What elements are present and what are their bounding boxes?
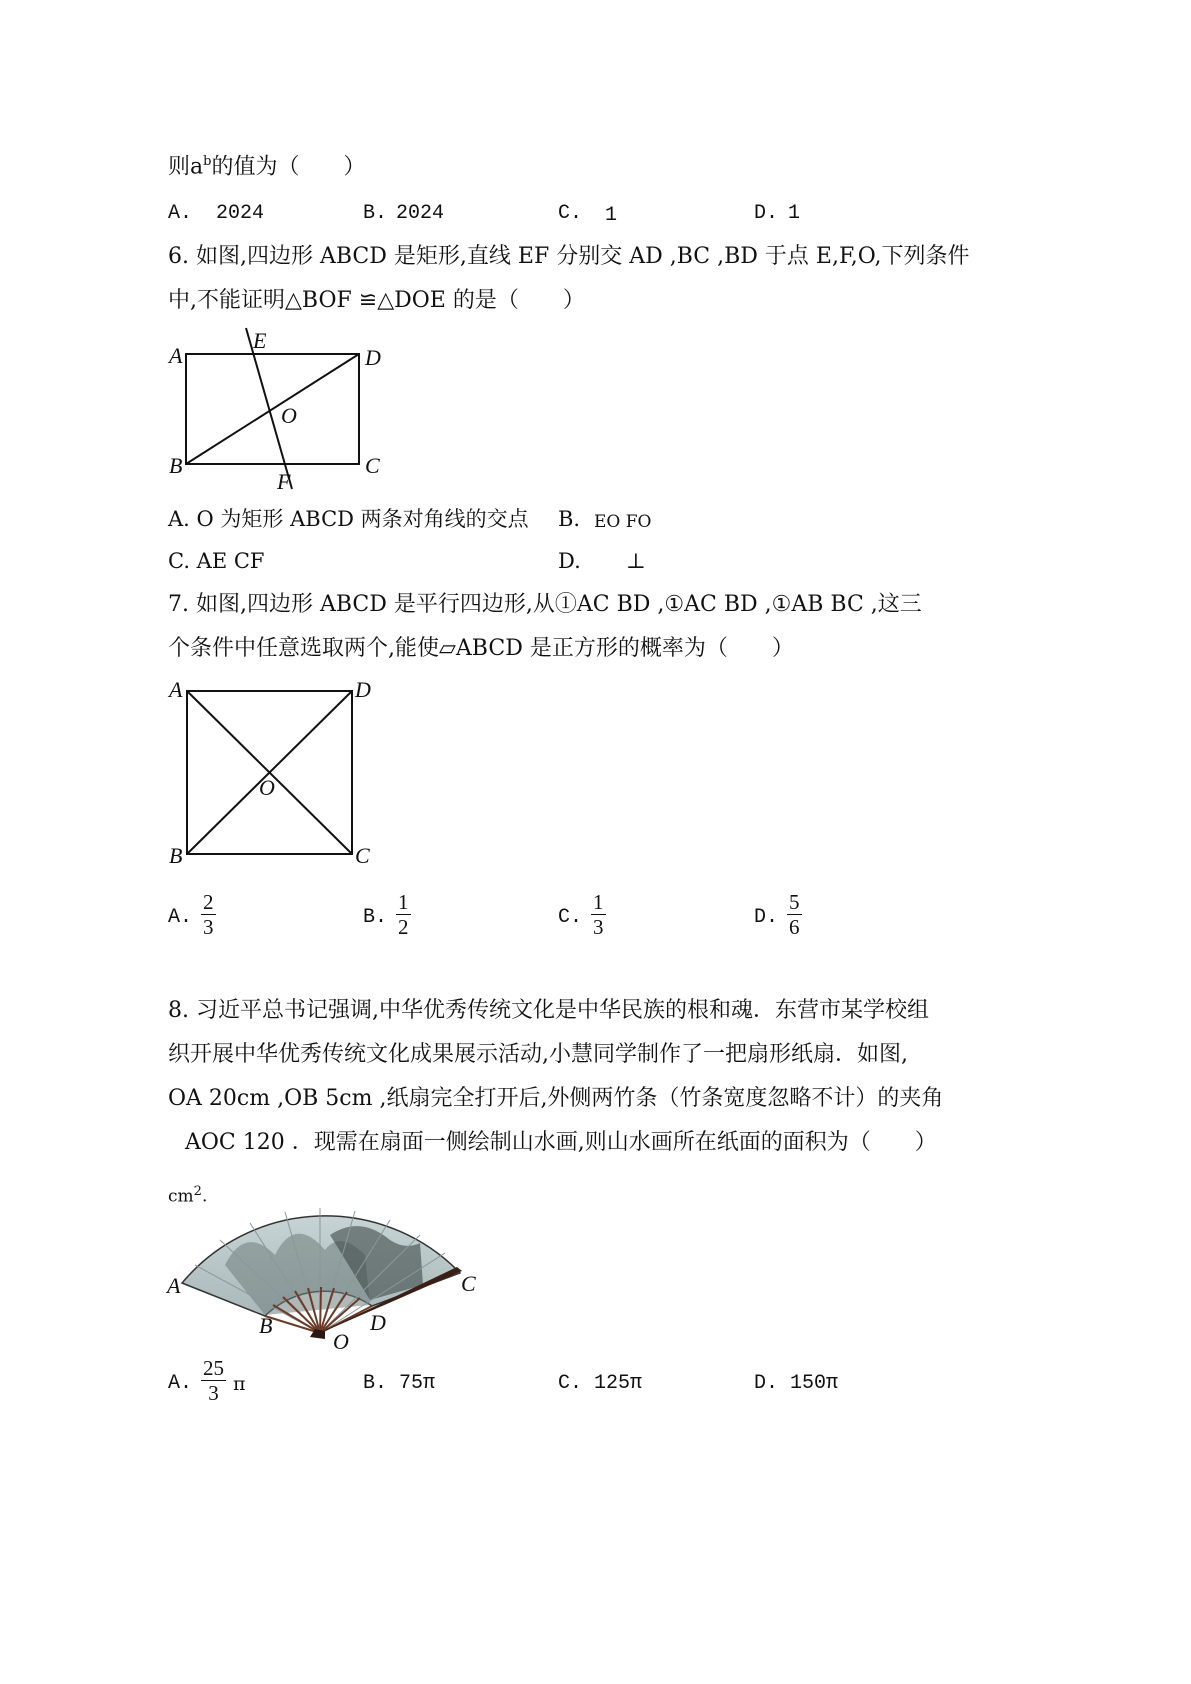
q8-option-d: D. 150π [754, 1372, 839, 1395]
q8-label-b: B [259, 1313, 273, 1338]
q6-option-b-label: B. [558, 507, 581, 531]
q7-option-b-denominator: 2 [398, 915, 409, 939]
q5-option-d-value: 1 [788, 202, 801, 225]
q5-option-a-label: A. [168, 202, 193, 225]
q6-label-e: E [253, 328, 267, 353]
q7-label-d: D [355, 677, 371, 702]
q6-diagonal-bd [186, 354, 359, 464]
q7-option-a-numerator: 2 [203, 890, 214, 914]
q5-option-c-label: C. [558, 202, 583, 225]
q8-unit-sup: 2 [193, 1184, 202, 1199]
q7-square-figure [165, 673, 385, 873]
q7-option-c-denominator: 3 [593, 915, 604, 939]
q6-stem-line1: 6. 如图,四边形 ABCD 是矩形,直线 EF 分别交 AD ,BC ,BD 于点 E,F,O,下列条件 [168, 244, 970, 269]
q7-option-d-numerator: 5 [789, 890, 800, 914]
q7-option-b-label: B. [363, 906, 388, 929]
q6-option-d-value: ⊥ [626, 549, 646, 573]
q8-stem-line2: 织开展中华优秀传统文化成果展示活动,小慧同学制作了一把扇形纸扇．如图, [168, 1042, 908, 1067]
q7-option-d-denominator: 6 [789, 915, 800, 939]
q8-stem-line3: OA 20cm ,OB 5cm ,纸扇完全打开后,外侧两竹条（竹条宽度忽略不计）的夹角 [168, 1086, 944, 1111]
q8-label-d: D [370, 1310, 386, 1335]
q8-label-o: O [333, 1329, 349, 1354]
q6-option-b-value: EO FO [594, 512, 652, 532]
q6-label-o: O [281, 403, 297, 428]
q8-fan-figure [165, 1195, 495, 1355]
q5-option-b-label: B. [363, 202, 388, 225]
q5-option-b-value: 2024 [396, 202, 445, 225]
q7-option-c-label: C. [558, 906, 583, 929]
q7-option-d-label: D. [754, 906, 779, 929]
q8-option-a-denominator: 3 [208, 1381, 219, 1405]
q5-stem-text: 则a [168, 154, 204, 180]
q5-stem-sup: b [203, 154, 212, 169]
q7-option-a-label: A. [168, 906, 193, 929]
q5-option-a-value: 2024 [216, 202, 265, 225]
q7-option-a-fraction [201, 890, 216, 939]
q8-stem-line1: 8. 习近平总书记强调,中华优秀传统文化是中华民族的根和魂．东营市某学校组 [168, 998, 929, 1023]
q7-option-b-numerator: 1 [398, 890, 409, 914]
q6-label-d: D [365, 345, 381, 370]
q7-option-c-fraction [591, 890, 606, 939]
q7-option-d-fraction [787, 890, 802, 939]
q8-label-c: C [461, 1271, 476, 1296]
q7-option-a-denominator: 3 [203, 915, 214, 939]
q6-option-a: A. O 为矩形 ABCD 两条对角线的交点 [168, 507, 529, 531]
q6-stem-line2: 中,不能证明△BOF ≌△DOE 的是（ ） [168, 288, 585, 313]
q7-option-c-numerator: 1 [593, 890, 604, 914]
q6-label-f: F [277, 469, 291, 494]
q6-label-b: B [169, 453, 183, 478]
q8-option-a-label: A. [168, 1372, 193, 1395]
q5-stem-tail [168, 148, 365, 181]
q5-option-c-value: 1 [605, 204, 618, 227]
q7-label-c: C [355, 843, 370, 868]
q7-label-b: B [169, 843, 183, 868]
q5-stem-text2: 的值为（ ） [211, 154, 366, 180]
q7-label-a: A [169, 677, 183, 702]
q8-option-a-numerator: 25 [203, 1356, 224, 1380]
q8-option-c: C. 125π [558, 1372, 643, 1395]
q8-option-b: B. 75π [363, 1372, 436, 1395]
q7-option-b-fraction [396, 890, 411, 939]
q7-stem-line2: 个条件中任意选取两个,能使▱ABCD 是正方形的概率为（ ） [168, 636, 794, 661]
q8-option-a-pi: π [233, 1373, 246, 1395]
q7-label-o: O [259, 775, 275, 800]
q6-option-c: C. AE CF [168, 549, 265, 573]
q6-label-a: A [169, 343, 183, 368]
q8-option-a-fraction [201, 1356, 226, 1405]
q8-label-a: A [167, 1273, 181, 1298]
q6-option-d-label: D. [558, 549, 581, 573]
q8-unit-cm: cm [168, 1186, 194, 1207]
q8-unit-period: . [201, 1186, 208, 1207]
q8-stem-line4: AOC 120 ．现需在扇面一侧绘制山水画,则山水画所在纸面的面积为（ ） [185, 1130, 937, 1155]
q6-label-c: C [365, 453, 380, 478]
q7-stem-line1: 7. 如图,四边形 ABCD 是平行四边形,从①AC BD ,①AC BD ,①AB BC ,这三 [168, 592, 922, 617]
q5-option-d-label: D. [754, 202, 779, 225]
q6-rectangle-figure [165, 325, 405, 495]
